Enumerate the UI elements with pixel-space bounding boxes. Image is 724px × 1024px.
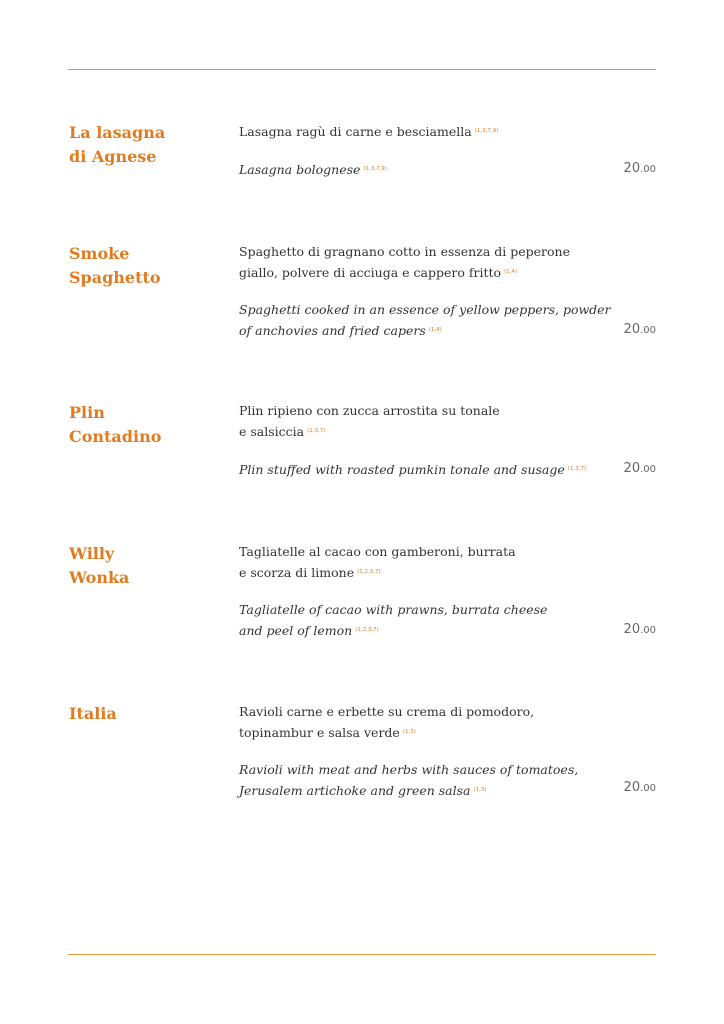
- allergen-codes: (1,3,7,9): [363, 166, 387, 172]
- dish-name: Smoke Spaghetto: [69, 244, 161, 287]
- allergen-codes: (1,4): [504, 269, 518, 275]
- allergen-codes: (1,3,7,9): [474, 128, 499, 134]
- italian-description: Tagliatelle al cacao con gamberoni, burrata e scorza di limone $^{(1,2,3,7)}$: [239, 544, 516, 580]
- allergen-codes: (1,2,3,7): [357, 569, 381, 575]
- price: 20.00: [623, 461, 656, 476]
- price: 20.00: [623, 161, 656, 176]
- english-description: Spaghetti cooked in an essence of yellow peppers, powder of anchovies and fried capers $^{(1,4)}$: [239, 302, 611, 338]
- price: 20.00: [623, 622, 656, 637]
- top-divider: [68, 69, 656, 70]
- price: 20.00: [623, 780, 656, 795]
- english-description: Ravioli with meat and herbs with sauces of tomatoes, Jerusalem artichoke and green salsa $^{(1,3)}$: [239, 762, 579, 798]
- allergen-codes: (1,2,3,7): [355, 627, 379, 633]
- price: 20.00: [623, 322, 656, 337]
- italian-description: Plin ripieno con zucca arrostita su tonale e salsiccia $^{(1,3,7)}$: [239, 403, 500, 439]
- allergen-codes: (1,3): [402, 729, 416, 735]
- english-description: Lasagna bolognese $^{(1,3,7,9)}$: [239, 162, 387, 177]
- bottom-divider: [68, 954, 656, 955]
- italian-description: Ravioli carne e erbette su crema di pomodoro, topinambur e salsa verde $^{(1,3)}$: [239, 704, 535, 740]
- italian-description: Spaghetto di gragnano cotto in essenza di peperone giallo, polvere di acciuga e cappero fritto $^{(1,4)}$: [239, 244, 570, 280]
- english-description: Tagliatelle of cacao with prawns, burrata cheese and peel of lemon $^{(1,2,3,7)}$: [239, 602, 548, 638]
- allergen-codes: (1,3): [473, 787, 487, 793]
- dish-name: Italia: [69, 704, 117, 723]
- dish-name: Plin Contadino: [69, 403, 162, 446]
- english-description: Plin stuffed with roasted pumkin tonale and susage $^{(1,3,7)}$: [239, 462, 587, 477]
- dish-name: Willy Wonka: [69, 544, 130, 587]
- allergen-codes: (1,3,7): [307, 428, 326, 434]
- allergen-codes: (1,3,7): [567, 466, 587, 472]
- allergen-codes: (1,4): [428, 327, 442, 333]
- dish-name: La lasagna di Agnese: [69, 123, 166, 166]
- italian-description: Lasagna ragù di carne e besciamella $^{(1,3,7,9)}$: [239, 124, 499, 139]
